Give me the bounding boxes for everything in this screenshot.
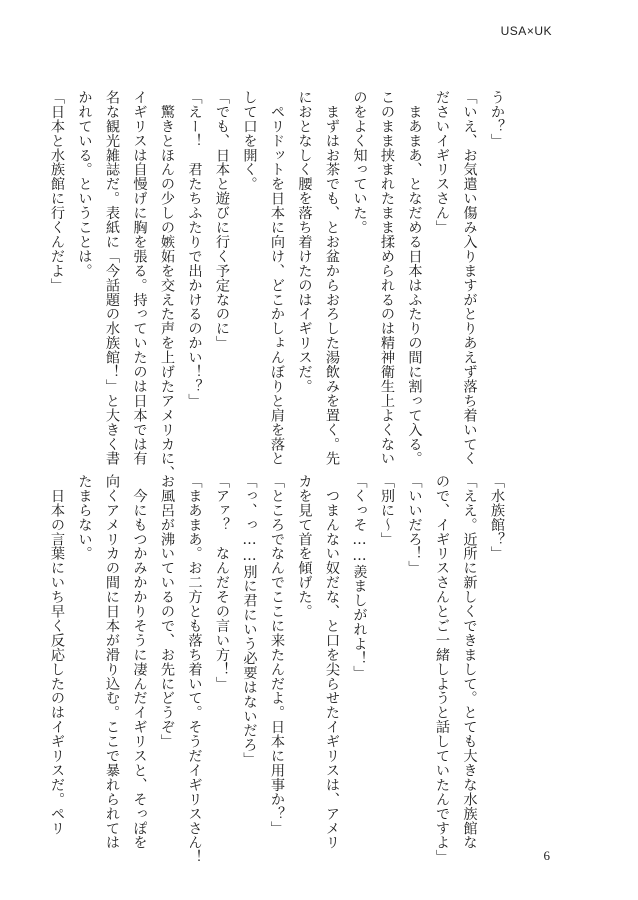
- text-line: 「いえ、お気遣い傷み入りますがとりあえず落ち着いてく: [461, 90, 478, 466]
- text-line: たまらない。: [76, 474, 93, 561]
- text-line: 「まあまあ。お二方とも落ち着いて。そうだイギリスさん！: [186, 474, 203, 865]
- text-line: カを見て首を傾げた。: [296, 474, 313, 619]
- text-line: イギリスは自慢げに胸を張る。持っていたのは日本では有: [131, 90, 148, 466]
- running-header: USA×UK: [500, 24, 552, 38]
- text-line: 「えー！ 君たちふたりで出かけるのかい！？」: [186, 90, 203, 408]
- text-block-bottom: [43, 474, 511, 865]
- text-line: 「ええ。近所に新しくできまして。とても大きな水族館な: [461, 474, 478, 850]
- text-line: 「いいだろ！」: [406, 474, 423, 576]
- text-line: ので、イギリスさんとご一緒しようと話していたんですよ」: [434, 474, 450, 865]
- page-number: 6: [543, 848, 550, 863]
- text-line: のをよく知っていた。: [351, 90, 368, 235]
- text-line: 日本の言葉にいち早く反応したのはイギリスだ。ペリ: [49, 474, 65, 836]
- text-line: かれている。ということは。: [76, 90, 93, 278]
- text-line: して口を開く。: [241, 90, 258, 192]
- text-line: 「くっそ……羨ましがれよ！」: [351, 474, 368, 680]
- text-line: 「っ、っ……別に君にいう必要はないだろ」: [241, 474, 258, 767]
- text-line: 驚きとほんの少しの嫉妬を交えた声を上げたアメリカに、: [159, 90, 175, 481]
- text-line: 「水族館？」: [489, 474, 505, 561]
- text-line: 「別に〜」: [379, 474, 395, 547]
- text-line: 「アァ？ なんだその言い方！」: [214, 474, 230, 691]
- text-line: ペリドットを日本に向け、どこかしょんぼりと肩を落と: [269, 90, 285, 466]
- text-line: まあまあ、となだめる日本はふたりの間に割って入る。: [406, 90, 423, 466]
- text-line: つまんない奴だな、と口を尖らせたイギリスは、アメリ: [324, 474, 340, 850]
- text-line: 今にもつかみかかりそうに凄んだイギリスと、そっぽを: [131, 474, 148, 850]
- text-line: ださいイギリスさん」: [434, 90, 450, 235]
- text-block-top: [43, 90, 511, 481]
- text-line: まずはお茶でも、とお盆からおろした湯飲みを置く。先: [324, 90, 340, 466]
- text-line: お風呂が沸いているので、お先にどうぞ」: [159, 474, 175, 749]
- text-line: におとなしく腰を落ち着けたのはイギリスだ。: [296, 90, 313, 394]
- text-line: うか？」: [489, 90, 505, 148]
- text-line: 「でも、日本と遊びに行く予定なのに」: [214, 90, 230, 351]
- text-line: 名な観光雑誌だ。表紙に「今話題の水族館！」と大きく書: [104, 90, 120, 466]
- text-line: 「ところでなんでここに来たんだよ。日本に用事か？」: [269, 474, 285, 836]
- text-line: このまま挟まれたまま揉められるのは精神衛生上よくない: [379, 90, 395, 466]
- text-line: 「日本と水族館に行くんだよ」: [49, 90, 65, 293]
- text-line: 向くアメリカの間に日本が滑り込む。ここで暴れられては: [104, 474, 120, 850]
